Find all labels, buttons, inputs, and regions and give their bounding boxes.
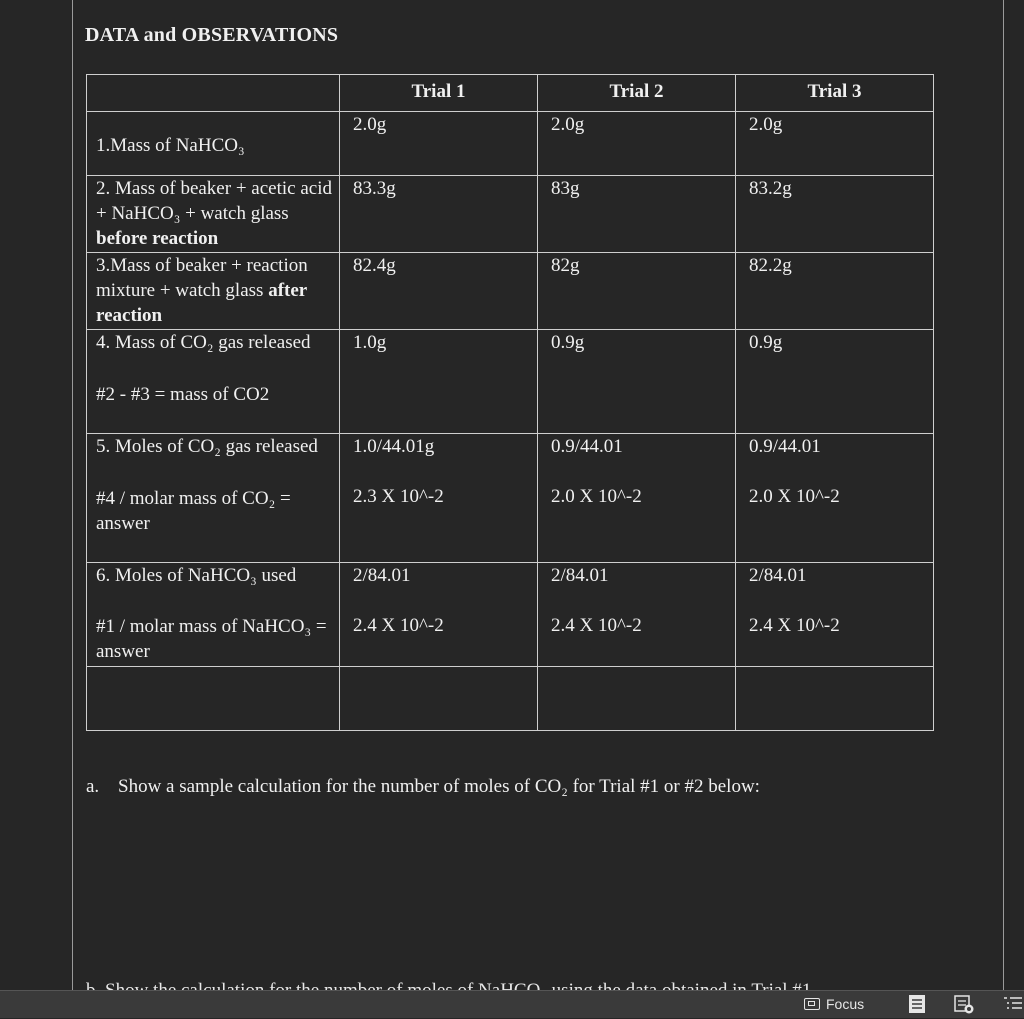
cell-value [538,563,736,667]
row-note: #2 - #3 = mass of CO2 [96,384,270,405]
row-label-bold: before reaction [96,228,219,249]
question-a-text: Show a sample calculation for the number of moles of CO₂ for Trial #1 or #2 below: [118,776,760,797]
cell-value: 83.3g [340,176,538,253]
header-trial-2: Trial 2 [538,75,736,112]
cell-value: 0.9g [538,330,736,434]
cell-result: 2.4 X 10^-2 [353,615,444,636]
cell-value [736,434,934,563]
web-layout-icon[interactable] [953,994,975,1014]
empty-cell [736,667,934,731]
row-label [87,434,340,563]
cell-expression: 0.9/44.01 [551,436,623,457]
status-bar [0,990,1024,1018]
page-title: DATA and OBSERVATIONS [85,24,339,46]
row-label [87,176,340,253]
row-label-text: 3.Mass of beaker + reaction mixture + watch glass [96,255,308,301]
empty-cell [87,667,340,731]
cell-result: 2.0 X 10^-2 [551,486,642,507]
cell-value: 83.2g [736,176,934,253]
cell-expression: 0.9/44.01 [749,436,821,457]
cell-value [538,434,736,563]
table-row [87,176,934,253]
question-b-partial [86,979,936,989]
table-row [87,253,934,330]
row-label-text: 6. Moles of NaHCO₃ used [96,565,297,586]
focus-button[interactable] [804,995,864,1013]
row-note: #1 / molar mass of NaHCO₃ = answer [96,616,327,662]
cell-value: 2.0g [538,112,736,176]
cell-value: 2.0g [736,112,934,176]
cell-value: 0.9g [736,330,934,434]
cell-value: 1.0g [340,330,538,434]
cell-value [736,563,934,667]
cell-result: 2.0 X 10^-2 [749,486,840,507]
table-row [87,434,934,563]
row-label-text: 4. Mass of CO₂ gas released [96,332,311,353]
header-trial-1: Trial 1 [340,75,538,112]
cell-expression: 2/84.01 [353,565,411,586]
row-label-text: 1.Mass of NaHCO₃ [96,135,245,156]
row-label-bold: after reaction [96,280,307,326]
cell-value [340,434,538,563]
cell-value [340,563,538,667]
row-label [87,563,340,667]
row-label [87,330,340,434]
header-trial-3: Trial 3 [736,75,934,112]
question-a-letter: a. [86,776,100,797]
row-note: #4 / molar mass of CO₂ = answer [96,488,291,534]
cell-value: 82.2g [736,253,934,330]
data-table [86,74,934,731]
table-header-row [87,75,934,112]
table-row [87,563,934,667]
cell-value: 2.0g [340,112,538,176]
cell-value: 83g [538,176,736,253]
focus-label: Focus [826,996,865,1012]
question-a [86,776,760,798]
table-row-empty [87,667,934,731]
outline-icon[interactable] [1002,994,1022,1014]
cell-expression: 2/84.01 [551,565,609,586]
focus-icon [804,998,820,1010]
cell-result: 2.4 X 10^-2 [551,615,642,636]
empty-cell [538,667,736,731]
print-layout-icon[interactable] [906,994,928,1014]
cell-result: 2.4 X 10^-2 [749,615,840,636]
cell-expression: 1.0/44.01g [353,436,435,457]
cell-value: 82g [538,253,736,330]
empty-cell [340,667,538,731]
cell-value: 82.4g [340,253,538,330]
cell-expression: 2/84.01 [749,565,807,586]
row-label [87,112,340,176]
header-blank [87,75,340,112]
table-row [87,330,934,434]
row-label [87,253,340,330]
row-label-text: 5. Moles of CO₂ gas released [96,436,318,457]
row-label-text: 2. Mass of beaker + acetic acid + NaHCO₃ + watch glass [96,178,332,224]
cell-result: 2.3 X 10^-2 [353,486,444,507]
table-row [87,112,934,176]
